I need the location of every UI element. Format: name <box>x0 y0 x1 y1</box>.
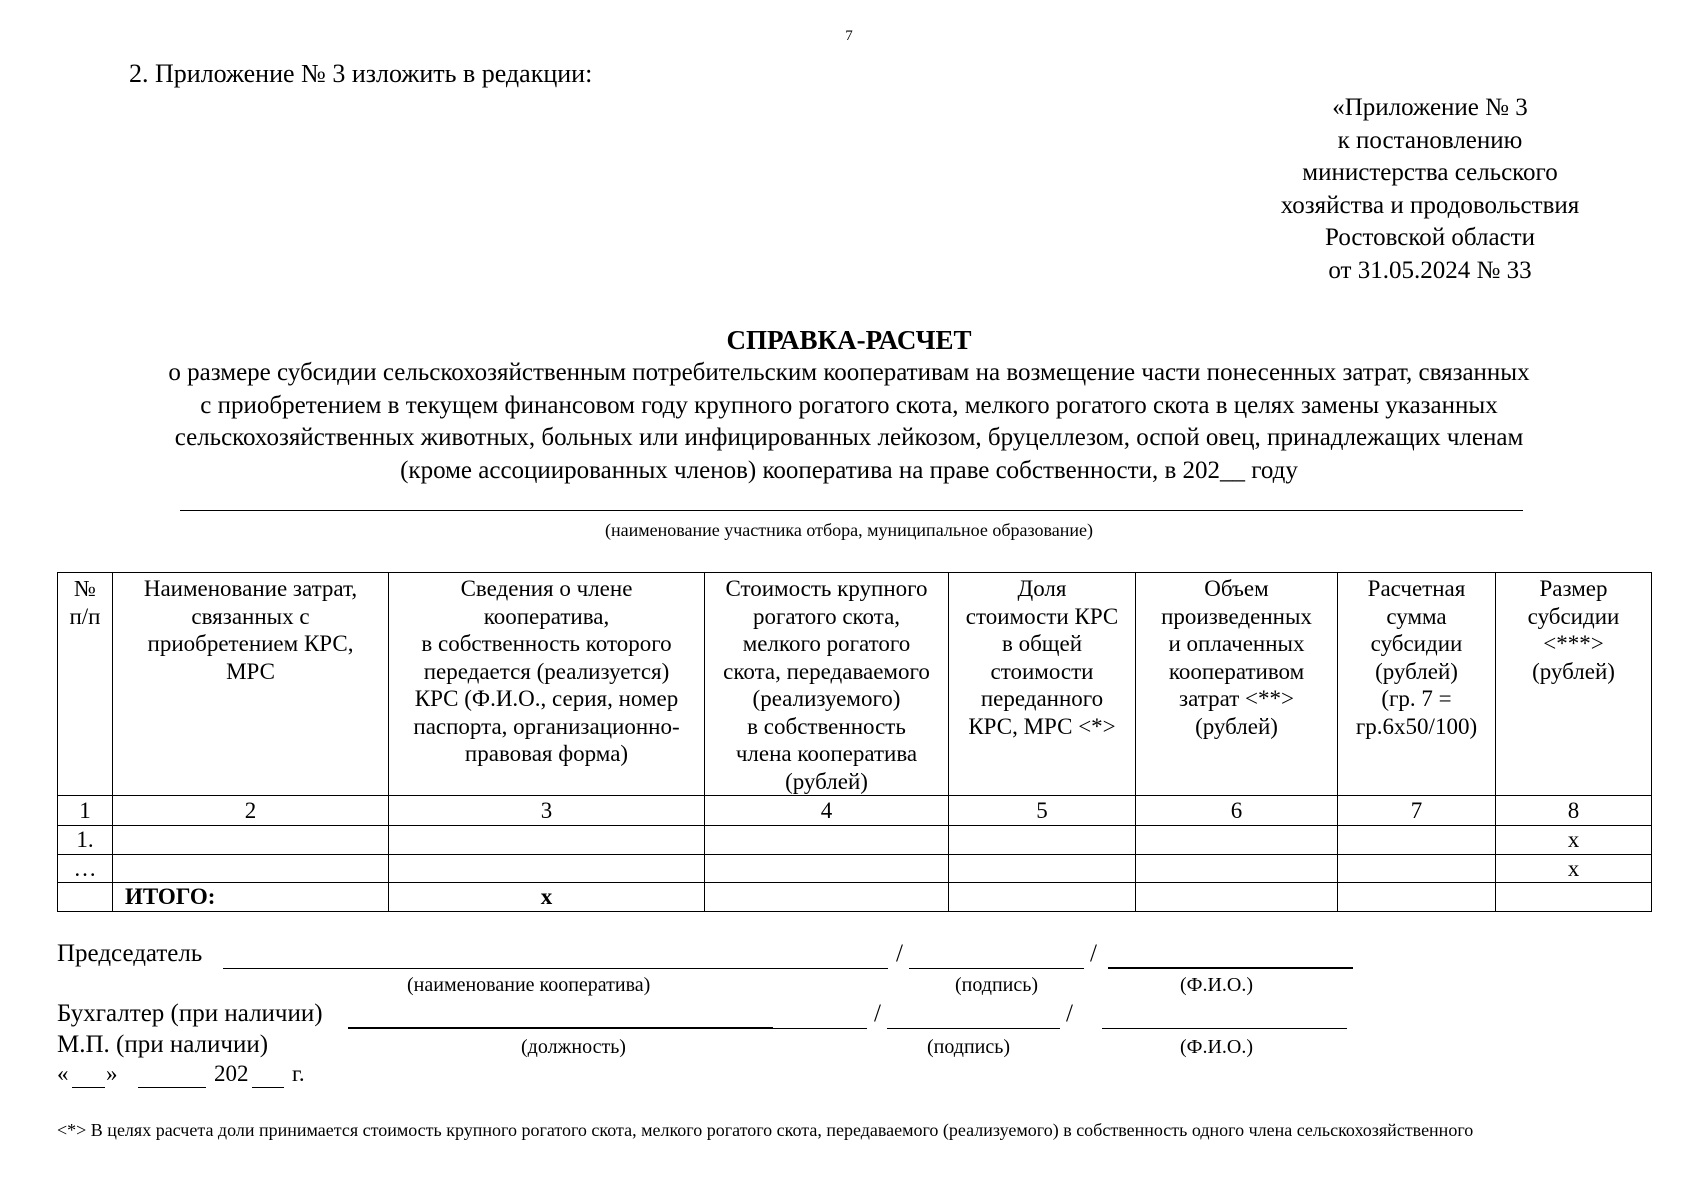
participant-name-line <box>180 510 1523 511</box>
header-line: (рублей) <box>1195 713 1278 739</box>
header-line: гр.6x50/100) <box>1355 713 1478 739</box>
header-cell <box>58 573 113 796</box>
table-cell <box>949 826 1136 855</box>
appendix-line: от 31.05.2024 № 33 <box>1328 256 1532 284</box>
subtitle-line: о размере субсидии сельскохозяйственным потребительским кооперативам на возмещение части понесенных затрат, связанных <box>168 359 1530 386</box>
header-line: переданного <box>980 686 1104 711</box>
stamp-label: М.П. (при наличии) <box>57 1031 269 1058</box>
table-cell <box>113 826 389 855</box>
document-subtitle <box>60 357 1638 487</box>
slash: / <box>874 1000 881 1027</box>
slash: / <box>1090 940 1097 967</box>
caption-signature: (подпись) <box>927 1036 1011 1058</box>
column-number: 6 <box>1136 796 1338 826</box>
caption-cooperative-name: (наименование кооператива) <box>407 974 651 996</box>
header-line: (рублей) <box>1532 658 1615 684</box>
header-line: скота, передаваемого <box>723 658 930 684</box>
header-cell <box>1136 573 1338 796</box>
table-cell <box>705 854 949 883</box>
date-month-line <box>138 1087 206 1088</box>
table-cell <box>1338 854 1496 883</box>
accountant-position-line <box>348 1027 773 1029</box>
header-row <box>58 573 1652 796</box>
header-line: и оплаченных <box>1168 631 1305 656</box>
header-line: Расчетная <box>1367 576 1466 601</box>
table-row <box>58 826 1652 855</box>
table-cell <box>1338 883 1496 912</box>
accountant-fio-line <box>1102 1028 1347 1029</box>
header-line: Сведения о члене <box>460 576 633 601</box>
header-cell <box>949 573 1136 796</box>
date-suffix: г. <box>292 1061 305 1086</box>
header-line: субсидии <box>1527 603 1620 629</box>
table-cell: x <box>1496 854 1652 883</box>
column-number: 7 <box>1338 796 1496 826</box>
table-cell <box>389 826 705 855</box>
header-line: передается (реализуется) <box>423 658 670 684</box>
header-line: стоимости КРС <box>965 603 1119 629</box>
header-line: (рублей) <box>1375 658 1458 684</box>
header-line: кооператива, <box>483 603 610 629</box>
column-number: 5 <box>949 796 1136 826</box>
date-year: 202 <box>214 1061 249 1086</box>
table-cell <box>1136 826 1338 855</box>
appendix-header <box>1180 92 1680 287</box>
participant-caption: (наименование участника отбора, муниципальное образование) <box>604 520 1094 540</box>
table-cell <box>113 854 389 883</box>
subtitle-line: с приобретением в текущем финансовом году крупного рогатого скота, мелкого рогатого скота в целях замены указанных <box>200 391 1498 419</box>
header-line: в общей <box>1001 631 1083 656</box>
header-line: КРС (Ф.И.О., серия, номер <box>414 686 679 711</box>
header-line: (реализуемого) <box>752 686 901 711</box>
appendix-line: Ростовской области <box>1325 224 1535 251</box>
header-line: рогатого скота, <box>752 603 901 629</box>
chairman-fio-line <box>1108 967 1353 969</box>
column-number: 2 <box>113 796 389 826</box>
accountant-signature-line <box>887 1028 1060 1029</box>
table-cell <box>949 883 1136 912</box>
slash: / <box>1066 1000 1073 1027</box>
header-line: Наименование затрат, <box>143 576 358 601</box>
header-line: мелкого рогатого <box>742 631 911 656</box>
header-cell <box>1496 573 1652 796</box>
calculation-table <box>57 572 1652 912</box>
header-line: в собственность которого <box>421 631 672 656</box>
table-cell: x <box>389 883 705 912</box>
caption-fio: (Ф.И.О.) <box>1180 974 1254 996</box>
column-number-row <box>58 796 1652 826</box>
header-line: кооперативом <box>1168 658 1305 684</box>
header-line: паспорта, организационно- <box>413 713 680 739</box>
header-line: КРС, МРС <*> <box>968 713 1116 739</box>
header-line: МРС <box>226 658 275 684</box>
header-cell <box>705 573 949 796</box>
table-cell <box>1136 854 1338 883</box>
header-line: стоимости <box>990 658 1094 684</box>
header-line: (гр. 7 = <box>1381 686 1452 711</box>
header-cell <box>1338 573 1496 796</box>
table-cell: x <box>1496 826 1652 855</box>
appendix-line: хозяйства и продовольствия <box>1280 191 1580 219</box>
header-line: субсидии <box>1370 631 1463 656</box>
date-close-quote: » <box>106 1061 118 1086</box>
table-cell: … <box>58 854 113 883</box>
cooperative-name-line <box>223 968 888 969</box>
column-number: 3 <box>389 796 705 826</box>
header-line: приобретением КРС, <box>147 631 354 656</box>
header-line: Доля <box>1017 576 1067 601</box>
header-cell <box>389 573 705 796</box>
column-number: 4 <box>705 796 949 826</box>
date-day-line <box>72 1087 105 1088</box>
footnote: <*> В целях расчета доли принимается стоимость крупного рогатого скота, мелкого рогатого скота, передаваемого (реализуемого) в собственность одного члена сельскохозяйственного <box>57 1120 1474 1140</box>
column-number: 1 <box>58 796 113 826</box>
header-line: затрат <**> <box>1179 686 1294 711</box>
accountant-label: Бухгалтер (при наличии) <box>57 1000 323 1027</box>
table-cell <box>705 883 949 912</box>
header-line: № <box>74 576 96 601</box>
amendment-text: 2. Приложение № 3 изложить в редакции: <box>129 59 593 88</box>
table-cell <box>1338 826 1496 855</box>
table-cell <box>1136 883 1338 912</box>
table-cell <box>58 883 113 912</box>
table-cell <box>705 826 949 855</box>
appendix-line: к постановлению <box>1337 126 1523 154</box>
caption-fio: (Ф.И.О.) <box>1180 1036 1254 1058</box>
date-open-quote: « <box>57 1061 69 1086</box>
column-number: 8 <box>1496 796 1652 826</box>
table-cell <box>1496 883 1652 912</box>
appendix-line: «Приложение № 3 <box>1332 94 1528 121</box>
header-line: сумма <box>1386 603 1447 629</box>
header-cell <box>113 573 389 796</box>
appendix-line: министерства сельского <box>1302 159 1558 186</box>
caption-signature: (подпись) <box>955 974 1039 996</box>
subtitle-line: (кроме ассоциированных членов) кооператива на праве собственности, в 202__ году <box>400 456 1298 484</box>
header-line: члена кооператива <box>735 741 918 766</box>
header-line: произведенных <box>1161 603 1312 629</box>
subtitle-line: сельскохозяйственных животных, больных или инфицированных лейкозом, бруцеллезом, оспой овец, принадлежащих членам <box>174 424 1524 451</box>
header-line: в собственность <box>747 713 906 739</box>
chairman-label: Председатель <box>57 940 203 967</box>
chairman-signature-line <box>909 968 1084 969</box>
table-cell: 1. <box>58 826 113 855</box>
header-line: п/п <box>69 603 101 629</box>
page-number: 7 <box>845 28 853 44</box>
header-line: Объем <box>1204 576 1269 601</box>
table-cell <box>389 854 705 883</box>
date-year-line <box>252 1087 284 1088</box>
header-line: (рублей) <box>785 768 868 794</box>
accountant-position-line-ext <box>773 1028 867 1029</box>
table-row <box>58 854 1652 883</box>
header-line: связанных с <box>191 603 310 629</box>
total-row <box>58 883 1652 912</box>
header-line: <***> <box>1543 631 1604 656</box>
table-cell <box>949 854 1136 883</box>
slash: / <box>896 940 903 967</box>
document-title: СПРАВКА-РАСЧЕТ <box>726 325 972 355</box>
header-line: Размер <box>1539 576 1608 601</box>
header-line: правовая форма) <box>464 741 629 766</box>
total-label: ИТОГО: <box>113 883 389 912</box>
header-line: Стоимость крупного <box>725 576 928 601</box>
caption-position: (должность) <box>521 1036 626 1058</box>
